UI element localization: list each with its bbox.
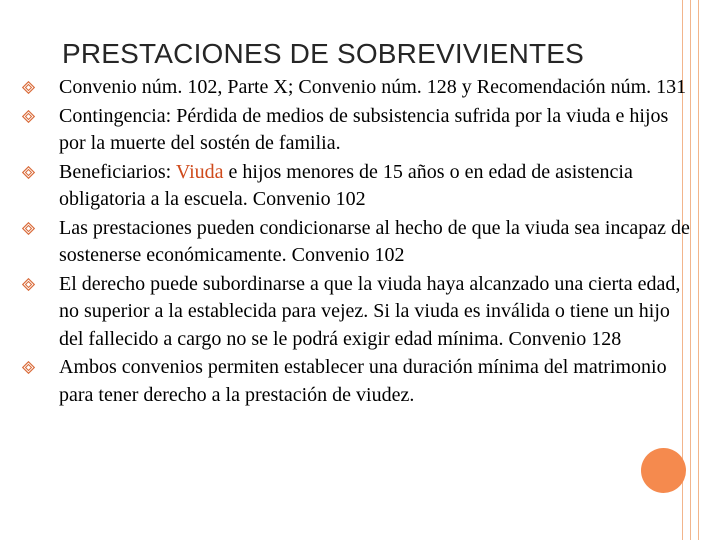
bullet-item bbox=[22, 354, 694, 409]
bullet-text-suffix: e hijos menores de 15 años o en edad de asistencia obligatoria a la escuela. Convenio 102 bbox=[59, 160, 633, 210]
bullet-item bbox=[22, 271, 694, 354]
diamond-outline-icon bbox=[22, 110, 35, 123]
diamond-outline-icon bbox=[22, 166, 35, 179]
diamond-outline-icon bbox=[22, 361, 35, 374]
diamond-outline-icon bbox=[22, 222, 35, 235]
highlighted-word: Viuda bbox=[175, 160, 224, 183]
bullet-text: Ambos convenios permiten establecer una duración mínima del matrimonio para tener derecho a la prestación de viudez. bbox=[59, 356, 667, 406]
bullet-text-prefix: Beneficiarios: bbox=[59, 160, 176, 183]
bullet-item bbox=[22, 215, 694, 270]
diamond-outline-icon bbox=[22, 81, 35, 94]
bullet-text: El derecho puede subordinarse a que la viuda haya alcanzado una cierta edad, no superior a la establecida para vejez. Si la viuda es inválida o tiene un hijo del fallecido a cargo no se le podrá exigir edad mínima. Convenio 128 bbox=[59, 272, 681, 350]
bullet-text: Convenio núm. 102, Parte X; Convenio núm. 128 y Recomendación núm. 131 bbox=[59, 76, 687, 98]
bullet-item bbox=[22, 74, 694, 102]
bullet-text: Contingencia: Pérdida de medios de subsistencia sufrida por la viuda e hijos por la muerte del sostén de familia. bbox=[59, 104, 669, 154]
bullet-item bbox=[22, 159, 694, 214]
decorative-vertical-line bbox=[698, 0, 699, 540]
bullet-text: Las prestaciones pueden condicionarse al hecho de que la viuda sea incapaz de sostenerse económicamente. Convenio 102 bbox=[59, 216, 690, 266]
decorative-orange-circle bbox=[641, 448, 686, 493]
diamond-outline-icon bbox=[22, 278, 35, 291]
bullet-list bbox=[22, 74, 694, 410]
slide-title: PRESTACIONES DE SOBREVIVIENTES bbox=[62, 38, 585, 69]
bullet-item bbox=[22, 103, 694, 158]
